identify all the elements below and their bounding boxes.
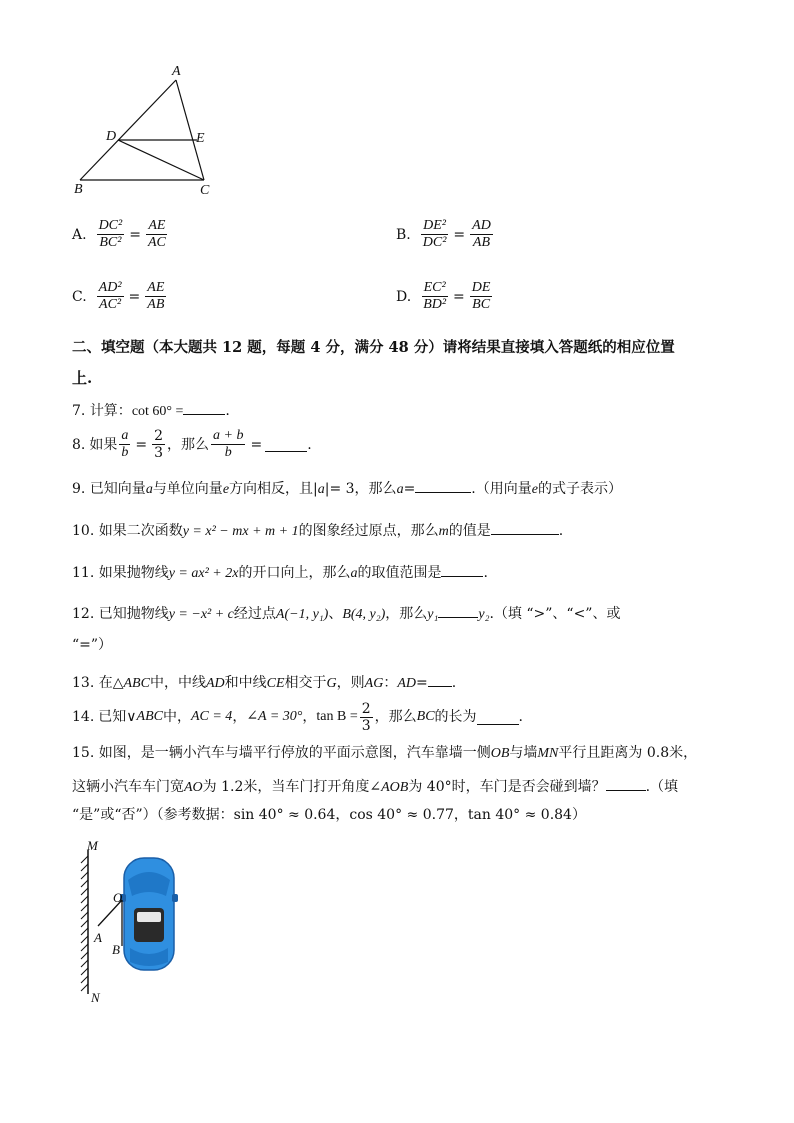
option-b[interactable]: B. $\frac{\text{DE²}}{\text{DC²}}$ = $\frac{AD}{AB}$ (396, 218, 491, 250)
q15-line-1c: 平行且距离为 0.8米， (558, 745, 698, 761)
q13-abc: ABC (123, 676, 150, 691)
triangle-figure (60, 60, 230, 200)
option-a-lhs-num: DC² (98, 218, 123, 233)
side-ac (176, 80, 204, 180)
q8-frac1-num: a (121, 428, 129, 443)
q15-line-2b: 为 1.2米，当车门打开角度∠ (202, 779, 382, 795)
q12-y2: y₂ (478, 607, 490, 622)
question-7 (72, 400, 230, 421)
option-b-lhs-num: DE² (423, 218, 446, 233)
q13-ce: CE (266, 676, 285, 691)
option-c-lhs-num: AD² (98, 280, 122, 295)
q8-number: 8. (72, 436, 86, 453)
q10-m: m (438, 524, 449, 539)
q9-text-3: 方向相反，且| (229, 481, 318, 497)
q14-answer-blank[interactable] (477, 710, 519, 725)
q9-text-6: .（用向量 (471, 481, 532, 497)
q10-answer-blank[interactable] (491, 520, 559, 535)
q8-suffix: . (307, 436, 312, 453)
q8-frac2-den: 3 (154, 445, 164, 461)
q14-text-6: 的长为 (434, 709, 477, 725)
q12-text-2: 经过点 (233, 606, 276, 622)
q15-line-2d: .（填 (645, 779, 679, 795)
question-11 (72, 562, 488, 583)
q10-text-3: 的值是 (448, 523, 491, 539)
q13-g: G (326, 676, 337, 691)
q12-y1: y₁ (427, 607, 439, 622)
option-a-lhs-den: BC² (99, 235, 122, 250)
q14-frac-num: 2 (361, 700, 371, 717)
q13-ad: AD (205, 676, 225, 691)
option-b-lhs-den: DC² (422, 235, 447, 250)
q14-abc: ABC (136, 709, 163, 724)
q15-line-2a: 这辆小汽车车门宽 (72, 779, 184, 795)
label-c: C (200, 183, 210, 198)
q11-answer-blank[interactable] (441, 562, 483, 577)
label-m: M (87, 838, 98, 853)
q15-line-1b: 与墙 (509, 745, 538, 761)
side-ab (80, 80, 176, 180)
q10-text-1: 如果二次函数 (98, 523, 183, 539)
option-a[interactable]: A. $\frac{\text{DC²}}{\text{BC²}}$ = $\frac{AE}{AC}$ (72, 218, 166, 250)
q9-vector-e-2: e (531, 482, 538, 497)
question-15-line-3: “是”或“否”）（参考数据：sin 40° ≈ 0.64，cos 40° ≈ 0.77，tan 40° ≈ 0.84） (72, 807, 586, 823)
option-d-lhs-num: EC² (423, 280, 446, 295)
q11-text-1: 如果抛物线 (98, 565, 169, 581)
q10-expression: y = x² − mx + m + 1 (182, 524, 299, 539)
q13-text-2: 中，中线 (149, 675, 206, 691)
question-14 (72, 698, 523, 736)
q14-text-2: 中， (162, 709, 191, 725)
q15-ao: AO (184, 780, 203, 795)
option-b-rhs-num: AD (472, 218, 491, 233)
option-c-rhs-den: AB (147, 297, 165, 312)
q9-text-7: 的式子表示） (537, 481, 622, 497)
q10-suffix: . (558, 523, 564, 539)
q15-aob: AOB (381, 780, 409, 795)
q11-a: a (350, 566, 358, 581)
q11-expression: y = ax² + 2x (168, 566, 239, 581)
q9-vector-a-2: a (317, 482, 325, 497)
q14-suffix: . (518, 709, 523, 725)
q11-number: 11. (72, 565, 95, 581)
option-d-lhs-den: BD² (423, 297, 447, 312)
question-13 (72, 672, 456, 693)
q14-bc: BC (416, 709, 435, 724)
q9-vector-a-3: a (396, 482, 404, 497)
q13-suffix: . (451, 675, 457, 691)
q15-number: 15. (72, 745, 95, 761)
q9-vector-e: e (222, 482, 230, 497)
q7-prefix: 计算： (89, 403, 132, 419)
question-12-cont: “=”） (72, 637, 113, 653)
q14-angle: ∠A = 30° (246, 709, 303, 724)
segment-dc (118, 140, 204, 180)
q12-text-3: ，那么 (385, 606, 428, 622)
label-o: O (113, 890, 123, 905)
q14-tan: tan B = (316, 709, 358, 724)
label-b-car: B (112, 942, 120, 957)
q14-text-3: ， (232, 709, 247, 725)
option-c-lhs-den: AC² (99, 297, 122, 312)
q14-text-4: ， (302, 709, 317, 725)
wall-hatching (81, 856, 88, 991)
q15-line-1: 如图，是一辆小汽车与墙平行停放的平面示意图，汽车靠墙一侧 (98, 745, 491, 761)
option-a-rhs-num: AE (148, 218, 166, 233)
q12-answer-blank[interactable] (438, 603, 478, 618)
q9-answer-blank[interactable] (415, 478, 471, 493)
q8-mid: ，那么 (167, 436, 210, 453)
label-n: N (91, 990, 100, 1005)
q9-text-5: = (403, 481, 416, 497)
section-2-title: 二、填空题（本大题共 12 题，每题 4 分，满分 48 分）请将结果直接填入答题纸的相应位置 (72, 339, 675, 356)
option-b-rhs-den: AB (472, 235, 491, 250)
label-d: D (106, 129, 117, 144)
q13-answer-blank[interactable] (428, 672, 452, 687)
question-10 (72, 520, 563, 541)
option-a-label: A. (72, 226, 87, 243)
q10-text-2: 的图象经过原点，那么 (298, 523, 439, 539)
section-2-title-cont: 上. (72, 369, 93, 387)
q13-text-4: 相交于 (284, 675, 327, 691)
q8-prefix: 如果 (89, 436, 118, 453)
q12-expression: y = −x² + c (168, 607, 234, 622)
option-d[interactable]: D. $\frac{\text{EC²}}{\text{BD²}}$ = $\frac{DE}{BC}$ (396, 280, 491, 312)
q11-text-3: 的取值范围是 (357, 565, 442, 581)
option-a-rhs-den: AC (147, 235, 166, 250)
q9-text-4: |= 3，那么 (324, 481, 397, 497)
car-icon (120, 858, 178, 970)
q14-number: 14. (72, 709, 95, 725)
q8-frac3-den: b (224, 445, 232, 460)
q13-text-3: 和中线 (224, 675, 267, 691)
question-15-line-2 (72, 776, 678, 797)
q14-text-5: ，那么 (374, 709, 417, 725)
q13-number: 13. (72, 675, 95, 691)
q9-number: 9. (72, 481, 86, 497)
q13-ad-2: AD (397, 676, 416, 691)
q8-frac2-num: 2 (154, 428, 164, 444)
q11-text-2: 的开口向上，那么 (238, 565, 351, 581)
q12-separator: 、 (328, 606, 343, 622)
q7-expression: cot 60° = (131, 404, 184, 419)
label-a: A (172, 64, 181, 79)
q12-number: 12. (72, 606, 95, 622)
option-d-rhs-den: BC (472, 297, 491, 312)
q13-text-7: = (415, 675, 428, 691)
q9-vector-a: a (145, 482, 153, 497)
q15-mn: MN (537, 746, 559, 761)
q8-frac3-num: a + b (213, 428, 244, 443)
q12-text-4: .（填 “>”、“<”、或 (489, 606, 621, 622)
question-8: 8. 如果 $\frac{a}{b}$ = $\frac{2}{3}$ ，那么 $\frac{a + b}{b}$ = . (72, 428, 312, 461)
label-a-car: A (94, 930, 102, 945)
option-c-label: C. (72, 288, 87, 305)
option-b-label: B. (396, 226, 411, 243)
q13-text-5: ，则 (336, 675, 365, 691)
option-d-label: D. (396, 288, 412, 305)
q13-text-6: ： (383, 675, 398, 691)
q14-text-1: 已知∨ (98, 709, 137, 725)
q15-answer-blank[interactable] (606, 776, 646, 791)
question-12 (72, 603, 620, 624)
q7-number: 7. (72, 403, 86, 419)
q15-ob: OB (490, 746, 510, 761)
q7-suffix: . (225, 403, 230, 419)
option-c-rhs-num: AE (147, 280, 165, 295)
q13-text-1: 在△ (98, 675, 124, 691)
q10-number: 10. (72, 523, 95, 539)
q12-text-1: 已知抛物线 (98, 606, 169, 622)
car-wall-figure (70, 836, 200, 1016)
q8-frac1-den: b (121, 445, 129, 460)
q9-text-2: 与单位向量 (152, 481, 223, 497)
q8-answer-blank[interactable] (265, 437, 307, 452)
label-e: E (196, 131, 205, 146)
question-15 (72, 744, 697, 763)
q12-point-a: A(−1, y₁) (275, 607, 329, 622)
question-9 (72, 478, 622, 499)
label-b: B (74, 182, 83, 197)
q13-ag: AG (364, 676, 384, 691)
q15-line-2c: 为 40°时，车门是否会碰到墙？ (408, 779, 606, 795)
q14-ac: AC = 4 (190, 709, 233, 724)
q7-answer-blank[interactable] (183, 400, 225, 415)
q14-frac-den: 3 (361, 717, 371, 734)
option-c[interactable]: C. $\frac{\text{AD²}}{\text{AC²}}$ = $\frac{AE}{AB}$ (72, 280, 165, 312)
q11-suffix: . (483, 565, 488, 581)
q12-point-b: B(4, y₂) (342, 607, 386, 622)
option-d-rhs-num: DE (471, 280, 491, 295)
q9-text-1: 已知向量 (89, 481, 146, 497)
